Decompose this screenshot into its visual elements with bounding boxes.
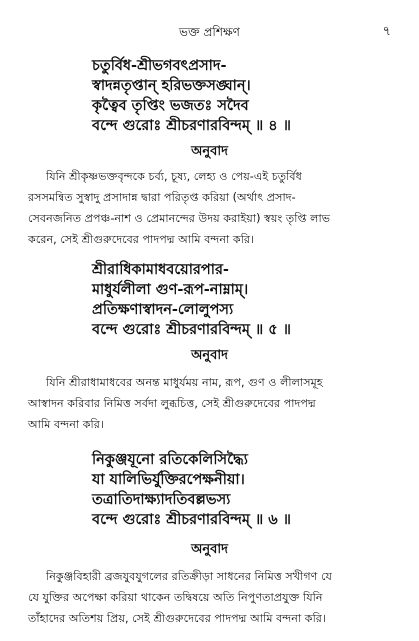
paragraph-line: রসসমন্বিত সুস্বাদু প্রসাদান্ন দ্বারা পরিতৃপ্ত করিয়া (অর্থাৎ প্রসাদ- [28, 191, 296, 204]
paragraph-line: সেবনজনিত প্রপঞ্চ-নাশ ও প্রেমানন্দের উদয় করাইয়া) স্বয়ং তৃপ্তি লাভ [28, 212, 331, 225]
verse-line: বন্দে গুরোঃ শ্রীচরণারবিন্দম্ ॥ ৪ ॥ [92, 118, 291, 134]
paragraph-line: যিনি শ্রীরাধামাধবের অনন্ত মাধুর্যময় নাম, রূপ, গুণ ও লীলাসমূহ [46, 376, 323, 389]
verse-line: প্রতিক্ষণাস্বাদন-লোলুপস্য [92, 302, 234, 318]
verse-line: বন্দে গুরোঃ শ্রীচরণারবিন্দম্ ॥ ৫ ॥ [92, 322, 291, 338]
verse-5 [92, 260, 291, 340]
paragraph-line: তাঁহাদের অতিশয় প্রিয়, সেই শ্রীগুরুদেবের পাদপদ্ম আমি বন্দনা করি। [28, 612, 326, 625]
translation-paragraph-6 [28, 566, 400, 629]
verse-line: বন্দে গুরোঃ শ্রীচরণারবিন্দম্ ॥ ৬ ॥ [92, 512, 291, 528]
translation-paragraph-4 [28, 166, 400, 250]
paragraph-line: যে যুক্তির অপেক্ষা করিয়া থাকেন তদ্বিষয়ে অতি নিপুণতাপ্রযুক্ত যিনি [28, 591, 323, 604]
paragraph-line: যিনি শ্রীকৃষ্ণভক্তবৃন্দকে চর্ব্য, চূষ্য, লেহ্য ও পেয়-এই চতুর্বিধ [46, 170, 302, 183]
translation-paragraph-5 [28, 372, 400, 435]
verse-line: স্বাদন্নতৃপ্তান্ হরিভক্তসঙ্ঘান্। [92, 78, 251, 94]
verse-line: তত্রাতিদাক্ষ্যাদতিবল্লভস্য [92, 492, 231, 508]
translation-heading: অনুবাদ [191, 348, 228, 363]
paragraph-line: আস্বাদন করিবার নিমিত্ত সর্বদা লুব্ধচিত্ত, সেই শ্রীগুরুদেবের পাদপদ্ম [28, 397, 316, 410]
verse-line: যা যালিভির্যুক্তিরপেক্ষনীয়া। [92, 472, 245, 488]
page-number: ৭ [382, 24, 391, 39]
verse-line: শ্রীরাধিকামাধবয়োরপার- [92, 262, 229, 278]
paragraph-line: নিকুঞ্জবিহারী ব্রজযুবযুগলের রতিক্রীড়া সাধনের নিমিত্ত সখীগণ যে [46, 570, 332, 583]
paragraph-line: করেন, সেই শ্রীগুরুদেবের পাদপদ্ম আমি বন্দনা করি। [28, 233, 255, 246]
verse-line: মাধুর্যলীলা গুণ-রূপ-নাম্নাম্। [92, 282, 249, 298]
paragraph-line: আমি বন্দনা করি। [28, 418, 104, 431]
translation-heading: অনুবাদ [191, 144, 228, 159]
translation-heading: অনুবাদ [191, 542, 228, 557]
verse-line: চতুর্বিধ-শ্রীভগবৎপ্রসাদ- [92, 58, 227, 74]
verse-line: কৃত্বৈব তৃপ্তিং ভজতঃ সদৈব [92, 98, 249, 114]
verse-line: নিকুঞ্জযূনো রতিকেলিসিদ্ধ্যৈ [92, 452, 249, 468]
running-header: ভক্ত প্রশিক্ষণ [179, 25, 240, 39]
verse-4 [92, 56, 291, 136]
verse-6 [92, 450, 291, 530]
